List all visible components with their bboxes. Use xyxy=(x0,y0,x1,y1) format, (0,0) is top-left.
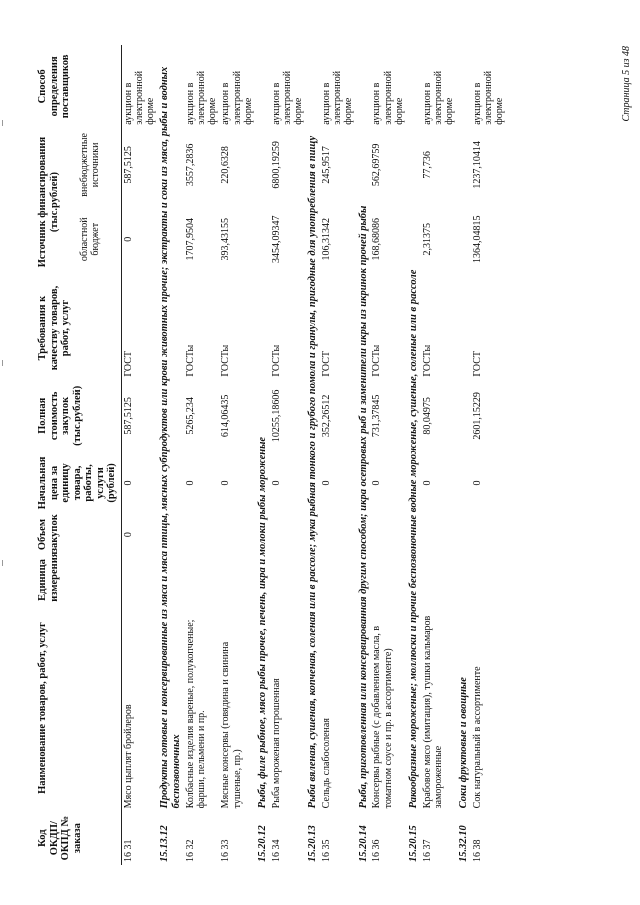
item-volume: 0 xyxy=(122,532,134,538)
header-financing: Источник финансирования (тыс.рублей) xyxy=(37,136,60,268)
item-method: аукцион в электронной форме xyxy=(321,70,355,125)
item-requirements: ГОСТы xyxy=(220,344,232,377)
section-code: 15.20.14 xyxy=(357,825,369,862)
item-extrabudget: 220,6328 xyxy=(220,146,232,184)
item-unit xyxy=(421,555,457,605)
section-row xyxy=(305,45,320,865)
item-extrabudget: 6800,19259 xyxy=(270,141,282,189)
item-total: 10255,18606 xyxy=(270,389,282,443)
section-code: 15.20.15 xyxy=(407,825,419,862)
item-total: 5265,234 xyxy=(184,397,196,435)
item-requirements: ГОСТ xyxy=(122,351,134,377)
item-volume xyxy=(421,514,457,555)
section-row xyxy=(356,45,371,865)
order-code: 16 31 xyxy=(122,839,134,862)
header-total: Полная стоимость закупок (тыс.рублей) xyxy=(37,385,83,446)
item-extrabudget: 587,5125 xyxy=(122,146,134,184)
item-total: 731,37845 xyxy=(371,394,383,438)
table-row xyxy=(270,45,306,865)
item-extrabudget: 245,9517 xyxy=(321,146,333,184)
item-volume xyxy=(471,514,507,555)
item-unit xyxy=(184,555,220,605)
item-requirements: ГОСТы xyxy=(270,344,282,377)
table-body xyxy=(121,45,506,865)
section-title: Рыба, приготовленная или консервированная другим способом; икра осетровых рыб и заменители икры из икринок прочей рыбы xyxy=(357,205,369,809)
section-row xyxy=(255,45,270,865)
item-extrabudget: 77,736 xyxy=(421,151,433,179)
table-row xyxy=(370,45,406,865)
item-regional-budget: 2,31375 xyxy=(421,222,433,256)
item-regional-budget: 1707,9504 xyxy=(184,217,196,261)
item-price: 0 xyxy=(122,480,134,486)
section-title: Продукты готовые и консервированные из мяса и мяса птицы, мясных субпродуктов или крови животных прочие; экстракты и соки из мяса, рыбы и водных беспозвоночных xyxy=(159,66,183,809)
item-total: 614,06435 xyxy=(220,394,232,438)
header-unit: Единица измерения xyxy=(37,551,60,602)
item-price: 0 xyxy=(371,480,383,486)
order-code: 16 35 xyxy=(321,839,333,862)
table-row xyxy=(320,45,356,865)
item-extrabudget: 562,69759 xyxy=(371,143,383,187)
item-price: 0 xyxy=(321,480,333,486)
order-code: 16 36 xyxy=(371,839,383,862)
item-unit xyxy=(370,555,406,605)
item-price: 0 xyxy=(270,480,282,486)
table-row xyxy=(184,45,220,865)
section-row xyxy=(157,45,184,865)
item-requirements: ГОСТы xyxy=(371,344,383,377)
item-regional-budget: 1364,04815 xyxy=(472,215,484,263)
item-regional-budget: 106,31342 xyxy=(321,217,333,261)
section-code: 15.32.10 xyxy=(458,825,470,862)
item-name: Рыба мороженая потрошенная xyxy=(270,678,282,809)
procurement-table xyxy=(36,45,507,865)
header-price: Начальная цена за единицу товара, работы, услуги (рублей) xyxy=(37,456,118,510)
item-method: аукцион в электронной форме xyxy=(184,70,219,125)
item-extrabudget: 3557,2836 xyxy=(184,143,196,187)
item-name: Сельдь слабосоленая xyxy=(321,718,333,809)
item-regional-budget: 393,43155 xyxy=(220,217,232,261)
item-total: 587,5125 xyxy=(122,397,134,435)
item-volume xyxy=(219,514,255,555)
item-unit xyxy=(219,555,255,605)
item-requirements: ГОСТ xyxy=(321,351,333,377)
section-code: 15.20.13 xyxy=(307,825,319,862)
order-code: 16 33 xyxy=(220,839,232,862)
header-method: Способ определения поставщиков xyxy=(37,54,72,119)
item-method: аукцион в электронной форме xyxy=(122,70,157,125)
item-method: аукцион в электронной форме xyxy=(270,70,305,125)
page-footer: Страница 5 из 48 xyxy=(621,46,632,122)
item-total: 2601,15229 xyxy=(472,392,484,440)
item-regional-budget: 168,68086 xyxy=(371,217,383,261)
item-requirements: ГОСТ xyxy=(472,351,484,377)
item-name: Мясные консервы (говядина и свинина тушеные, пр.) xyxy=(220,641,243,809)
item-volume xyxy=(184,514,220,555)
section-title: Соки фруктовые и овощные xyxy=(458,677,470,809)
header-financing-regional: областной бюджет xyxy=(79,217,102,262)
item-price: 0 xyxy=(184,480,196,486)
item-requirements: ГОСТы xyxy=(421,344,433,377)
header-requirements: Требования к качеству товаров, работ, услуг xyxy=(37,285,72,371)
item-extrabudget: 1237,10414 xyxy=(472,141,484,189)
item-name: Крабовое мясо (имитация), тушки кальмаров замороженные xyxy=(421,615,444,809)
item-unit xyxy=(121,555,157,605)
item-price: 0 xyxy=(421,480,433,486)
table-row xyxy=(471,45,507,865)
item-method: аукцион в электронной форме xyxy=(371,70,405,125)
item-name: Консервы рыбные (с добавлением масла, в томатном соусе и пр. в ассортименте) xyxy=(371,625,394,809)
item-name: Колбасные изделия вареные, полукопченые; фарши, пельмени и пр. xyxy=(184,619,208,809)
section-code: 15.20.12 xyxy=(257,825,269,862)
table-row xyxy=(421,45,457,865)
item-method: аукцион в электронной форме xyxy=(472,70,506,125)
item-regional-budget: 0 xyxy=(122,236,134,242)
item-volume xyxy=(370,514,406,555)
item-price: 0 xyxy=(472,480,484,486)
order-code: 16 32 xyxy=(184,839,196,862)
item-unit xyxy=(471,555,507,605)
item-volume xyxy=(320,514,356,555)
item-requirements: ГОСТы xyxy=(184,344,196,377)
item-method: аукцион в электронной форме xyxy=(220,70,254,125)
item-unit xyxy=(320,555,356,605)
section-title: Ракообразные мороженые; моллюски и прочие беспозвоночные водные мороженые, сушеные, соленые или в рассоле xyxy=(407,269,419,809)
item-method: аукцион в электронной форме xyxy=(421,70,456,125)
item-price: 0 xyxy=(220,480,232,486)
header-financing-extrabudget: внебюджетные источники xyxy=(79,133,102,197)
section-title: Рыба, филе рыбное, мясо рыбы прочее, печень, икра и молоки рыбы мороженые xyxy=(257,436,269,809)
document-page xyxy=(36,45,611,865)
table-row xyxy=(219,45,255,865)
section-code: 15.13.12 xyxy=(159,825,171,862)
item-name: Мясо цыплят бройлеров xyxy=(122,704,134,809)
order-code: 16 38 xyxy=(472,839,484,862)
section-title: Рыба вяленая, сушеная, копченая, соленая или в рассоле; мука рыбная тонкого и грубого помола и гранулы, пригодные для употребления в пищу xyxy=(307,135,319,809)
order-code: 16 37 xyxy=(421,839,433,862)
item-unit xyxy=(270,555,306,605)
section-row xyxy=(406,45,421,865)
section-row xyxy=(456,45,471,865)
item-total: 80,04975 xyxy=(421,397,433,435)
header-name: Наименование товаров, работ, услуг xyxy=(37,622,48,794)
table-row xyxy=(121,45,157,865)
item-regional-budget: 3454,09347 xyxy=(270,215,282,263)
item-total: 352,26512 xyxy=(321,394,333,438)
header-volume: Объем закупок xyxy=(37,514,60,553)
item-name: Сок натуральный в ассортименте xyxy=(472,666,484,809)
order-code: 16 34 xyxy=(270,839,282,862)
header-code: Код ОКДП/ ОКПД № заказа xyxy=(37,815,83,861)
item-volume xyxy=(270,514,306,555)
